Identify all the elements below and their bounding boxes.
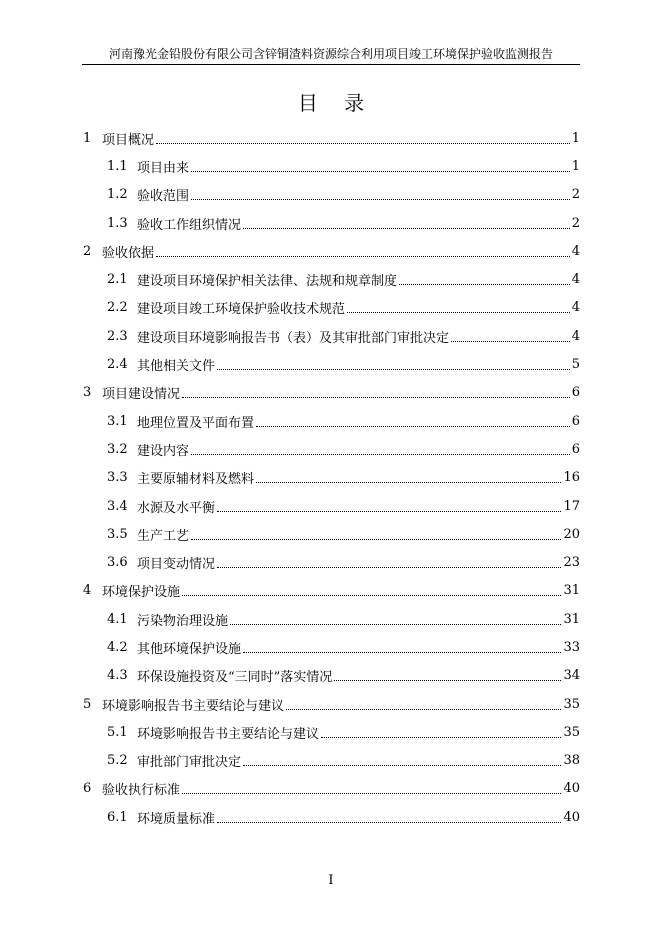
toc-entry[interactable] xyxy=(0,803,662,831)
toc-entry[interactable] xyxy=(0,492,662,520)
toc-entry-number: 4.2 xyxy=(107,639,128,655)
toc-entry-number: 5.2 xyxy=(107,753,128,769)
toc-entry-number: 3.1 xyxy=(107,413,128,429)
toc-entry[interactable] xyxy=(0,181,662,209)
toc-entry-label: 地理位置及平面布置 xyxy=(137,415,255,431)
toc-entry-number: 2.4 xyxy=(107,357,128,373)
toc-entry-number: 2.2 xyxy=(107,300,128,316)
toc-entry-label: 其他相关文件 xyxy=(137,359,216,375)
toc-entry-page: 1 xyxy=(571,158,580,174)
toc-entry-label: 项目概况 xyxy=(102,132,155,148)
toc-dot-leader xyxy=(243,228,570,229)
toc-entry-page: 6 xyxy=(571,385,580,401)
toc-entry[interactable] xyxy=(0,718,662,746)
toc-entry-number: 4.3 xyxy=(107,668,128,684)
toc-entry-page: 31 xyxy=(563,611,580,627)
toc-entry-page: 20 xyxy=(563,526,580,542)
toc-entry-label: 项目变动情况 xyxy=(137,557,216,573)
toc-entry-page: 2 xyxy=(571,187,580,203)
toc-dot-leader xyxy=(217,369,570,370)
table-of-contents xyxy=(0,124,662,831)
toc-dot-leader xyxy=(399,284,570,285)
toc-dot-leader xyxy=(182,793,561,794)
toc-dot-leader xyxy=(451,341,570,342)
toc-entry-page: 38 xyxy=(563,753,580,769)
toc-entry-label: 建设项目环境保护相关法律、法规和规章制度 xyxy=(137,274,398,290)
toc-dot-leader xyxy=(191,454,570,455)
toc-dot-leader xyxy=(191,199,570,200)
toc-entry[interactable] xyxy=(0,350,662,378)
toc-dot-leader xyxy=(217,822,561,823)
toc-entry-page: 4 xyxy=(571,272,580,288)
toc-dot-leader xyxy=(256,482,561,483)
toc-entry-label: 审批部门审批决定 xyxy=(137,755,242,771)
page-number: I xyxy=(328,873,334,888)
toc-entry-page: 34 xyxy=(563,668,580,684)
toc-entry-number: 5.1 xyxy=(107,724,128,740)
toc-entry[interactable] xyxy=(0,294,662,322)
toc-entry-page: 6 xyxy=(571,413,580,429)
toc-dot-leader xyxy=(217,567,561,568)
toc-entry[interactable] xyxy=(0,605,662,633)
toc-entry-number: 1.2 xyxy=(107,187,128,203)
toc-entry[interactable] xyxy=(0,209,662,237)
toc-entry-page: 4 xyxy=(571,328,580,344)
toc-dot-leader xyxy=(347,312,570,313)
toc-entry[interactable] xyxy=(0,520,662,548)
toc-entry[interactable] xyxy=(0,464,662,492)
toc-entry-label: 环保设施投资及“三同时”落实情况 xyxy=(137,670,333,686)
toc-entry[interactable] xyxy=(0,407,662,435)
toc-entry[interactable] xyxy=(0,690,662,718)
toc-dot-leader xyxy=(286,709,561,710)
toc-dot-leader xyxy=(182,595,561,596)
toc-entry-page: 23 xyxy=(563,555,580,571)
toc-entry[interactable] xyxy=(0,152,662,180)
toc-entry-number: 2 xyxy=(83,243,92,259)
toc-dot-leader xyxy=(230,624,561,625)
toc-entry-number: 6 xyxy=(83,781,92,797)
toc-entry[interactable] xyxy=(0,577,662,605)
toc-entry-number: 3.5 xyxy=(107,526,128,542)
toc-entry-page: 6 xyxy=(571,441,580,457)
toc-entry-page: 2 xyxy=(571,215,580,231)
toc-dot-leader xyxy=(156,143,570,144)
toc-dot-leader xyxy=(156,256,570,257)
toc-entry-number: 1 xyxy=(83,130,92,146)
toc-dot-leader xyxy=(243,765,561,766)
toc-entry-label: 项目建设情况 xyxy=(102,387,181,403)
toc-entry[interactable] xyxy=(0,662,662,690)
toc-entry-label: 建设项目竣工环境保护验收技术规范 xyxy=(137,302,346,318)
toc-entry-number: 4.1 xyxy=(107,611,128,627)
toc-entry[interactable] xyxy=(0,265,662,293)
toc-entry-label: 污染物治理设施 xyxy=(137,613,229,629)
toc-entry-page: 17 xyxy=(563,498,580,514)
toc-entry[interactable] xyxy=(0,747,662,775)
toc-entry[interactable] xyxy=(0,322,662,350)
toc-entry-page: 1 xyxy=(571,130,580,146)
toc-entry-label: 验收范围 xyxy=(137,189,190,205)
toc-entry-number: 2.3 xyxy=(107,328,128,344)
toc-entry-number: 3.2 xyxy=(107,441,128,457)
toc-entry-page: 33 xyxy=(563,639,580,655)
toc-entry-label: 建设内容 xyxy=(137,443,190,459)
toc-dot-leader xyxy=(191,171,570,172)
toc-entry-label: 验收执行标准 xyxy=(102,783,181,799)
toc-entry-number: 1.3 xyxy=(107,215,128,231)
toc-entry-label: 验收工作组织情况 xyxy=(137,217,242,233)
toc-entry-number: 3.6 xyxy=(107,555,128,571)
toc-entry-page: 4 xyxy=(571,300,580,316)
toc-entry-page: 16 xyxy=(563,470,580,486)
toc-entry-label: 环境影响报告书主要结论与建议 xyxy=(102,698,285,714)
toc-entry-number: 6.1 xyxy=(107,809,128,825)
page-title: 目 录 xyxy=(297,91,375,115)
toc-entry-page: 5 xyxy=(571,357,580,373)
toc-entry-page: 35 xyxy=(563,696,580,712)
toc-entry[interactable] xyxy=(0,435,662,463)
toc-entry-label: 其他环境保护设施 xyxy=(137,641,242,657)
toc-entry-number: 2.1 xyxy=(107,272,128,288)
toc-entry-number: 4 xyxy=(83,583,92,599)
toc-entry-label: 生产工艺 xyxy=(137,528,190,544)
toc-dot-leader xyxy=(334,680,561,681)
toc-entry-label: 验收依据 xyxy=(102,245,155,261)
toc-entry-number: 3.3 xyxy=(107,470,128,486)
toc-entry-page: 40 xyxy=(563,781,580,797)
toc-entry-page: 31 xyxy=(563,583,580,599)
toc-entry-number: 3.4 xyxy=(107,498,128,514)
toc-entry-label: 环境保护设施 xyxy=(102,585,181,601)
toc-dot-leader xyxy=(182,397,570,398)
toc-dot-leader xyxy=(243,652,561,653)
running-header xyxy=(82,46,580,65)
toc-entry-number: 5 xyxy=(83,696,92,712)
toc-entry-page: 4 xyxy=(571,243,580,259)
toc-entry-label: 主要原辅材料及燃料 xyxy=(137,472,255,488)
toc-entry[interactable] xyxy=(0,124,662,152)
toc-entry-label: 环境质量标准 xyxy=(137,811,216,827)
toc-dot-leader xyxy=(217,511,561,512)
page-footer xyxy=(0,872,662,890)
toc-entry[interactable] xyxy=(0,379,662,407)
toc-entry-label: 项目由来 xyxy=(137,160,190,176)
toc-entry-label: 环境影响报告书主要结论与建议 xyxy=(137,726,320,742)
toc-entry-page: 40 xyxy=(563,809,580,825)
toc-entry-number: 3 xyxy=(83,385,92,401)
toc-entry[interactable] xyxy=(0,548,662,576)
running-header-text: 河南豫光金铅股份有限公司含锌铜渣料资源综合利用项目竣工环境保护验收监测报告 xyxy=(108,47,553,61)
toc-entry[interactable] xyxy=(0,633,662,661)
toc-entry-label: 建设项目环境影响报告书（表）及其审批部门审批决定 xyxy=(137,330,450,346)
toc-entry-number: 1.1 xyxy=(107,158,128,174)
toc-entry[interactable] xyxy=(0,775,662,803)
toc-dot-leader xyxy=(321,737,561,738)
toc-entry[interactable] xyxy=(0,237,662,265)
toc-entry-page: 35 xyxy=(563,724,580,740)
toc-entry-label: 水源及水平衡 xyxy=(137,500,216,516)
toc-dot-leader xyxy=(191,539,561,540)
toc-dot-leader xyxy=(256,426,570,427)
